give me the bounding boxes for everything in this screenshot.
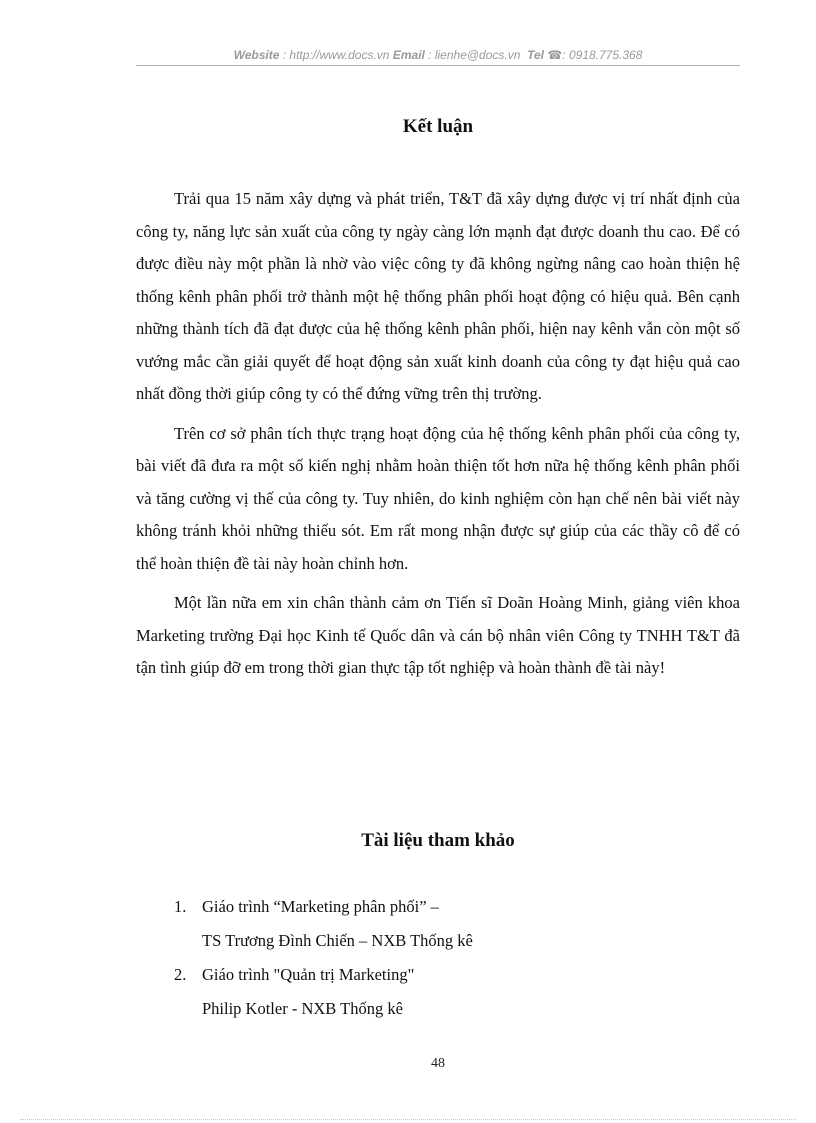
website-label: Website xyxy=(233,48,280,62)
header-divider xyxy=(136,65,740,66)
reference-number: 1. xyxy=(174,897,187,916)
email-label: Email xyxy=(392,48,425,62)
reference-title: Giáo trình "Quản trị Marketing" xyxy=(202,965,415,984)
website-link[interactable]: http://www.docs.vn xyxy=(289,48,390,62)
page-number: 48 xyxy=(431,1056,445,1071)
tel-separator: : xyxy=(562,48,569,62)
conclusion-paragraph-2: Trên cơ sở phân tích thực trạng hoạt động của hệ thống kênh phân phối của công ty, bài viết đã đưa ra một số kiến nghị nhằm hoàn thiện tốt hơn nữa hệ thống kênh phân phối và tăng cường vị thế của công ty. Tuy nhiên, do kinh nghiệm còn hạn chế nên bài viết này không tránh khỏi những thiếu sót. Em rất mong nhận được sự giúp của các thầy cô để có thể hoàn thiện đề tài này hoàn chỉnh hơn. xyxy=(136,423,740,573)
reference-item-2 xyxy=(136,958,740,1026)
footer-divider xyxy=(20,1119,796,1120)
reference-title: Giáo trình “Marketing phân phối” – xyxy=(202,897,439,916)
reference-item-1 xyxy=(136,890,740,958)
email-separator: : xyxy=(424,48,435,62)
tel-label: Tel xyxy=(527,48,544,62)
references-list xyxy=(136,890,740,1026)
conclusion-paragraph-1: Trải qua 15 năm xây dựng và phát triển, T&T đã xây dựng được vị trí nhất định của công ty, năng lực sản xuất của công ty ngày càng lớn mạnh đạt được doanh thu cao. Để có được điều này một phần là nhờ vào việc công ty đã không ngừng nâng cao hoàn thiện hệ thống kênh phân phối trở thành một hệ thống phân phối hoạt động có hiệu quả. Bên cạnh những thành tích đã đạt được của hệ thống kênh phân phối, hiện nay kênh vẫn còn một số vướng mắc cần giải quyết để hoạt động sản xuất kinh doanh của công ty đạt hiệu quả cao nhất đồng thời giúp công ty có thể đứng vững trên thị trường. xyxy=(136,189,740,403)
website-separator: : xyxy=(279,48,290,62)
page-header xyxy=(136,48,740,62)
conclusion-title: Kết luận xyxy=(402,116,474,137)
tel-number: 0918.775.368 xyxy=(568,48,643,62)
conclusion-body xyxy=(136,183,740,692)
references-title: Tài liệu tham khảo xyxy=(361,830,515,851)
reference-author: TS Trương Đình Chiến – NXB Thống kê xyxy=(202,931,473,950)
conclusion-paragraph-3: Một lần nữa em xin chân thành cảm ơn Tiến sĩ Doãn Hoàng Minh, giảng viên khoa Marketing trường Đại học Kinh tế Quốc dân và cán bộ nhân viên Công ty TNHH T&T đã tận tình giúp đỡ em trong thời gian thực tập tốt nghiệp và hoàn thành đề tài này! xyxy=(136,593,740,677)
phone-icon: ☎ xyxy=(547,48,563,62)
email-link[interactable]: lienhe@docs.vn xyxy=(434,48,521,62)
reference-number: 2. xyxy=(174,965,187,984)
reference-author: Philip Kotler - NXB Thống kê xyxy=(202,999,403,1018)
